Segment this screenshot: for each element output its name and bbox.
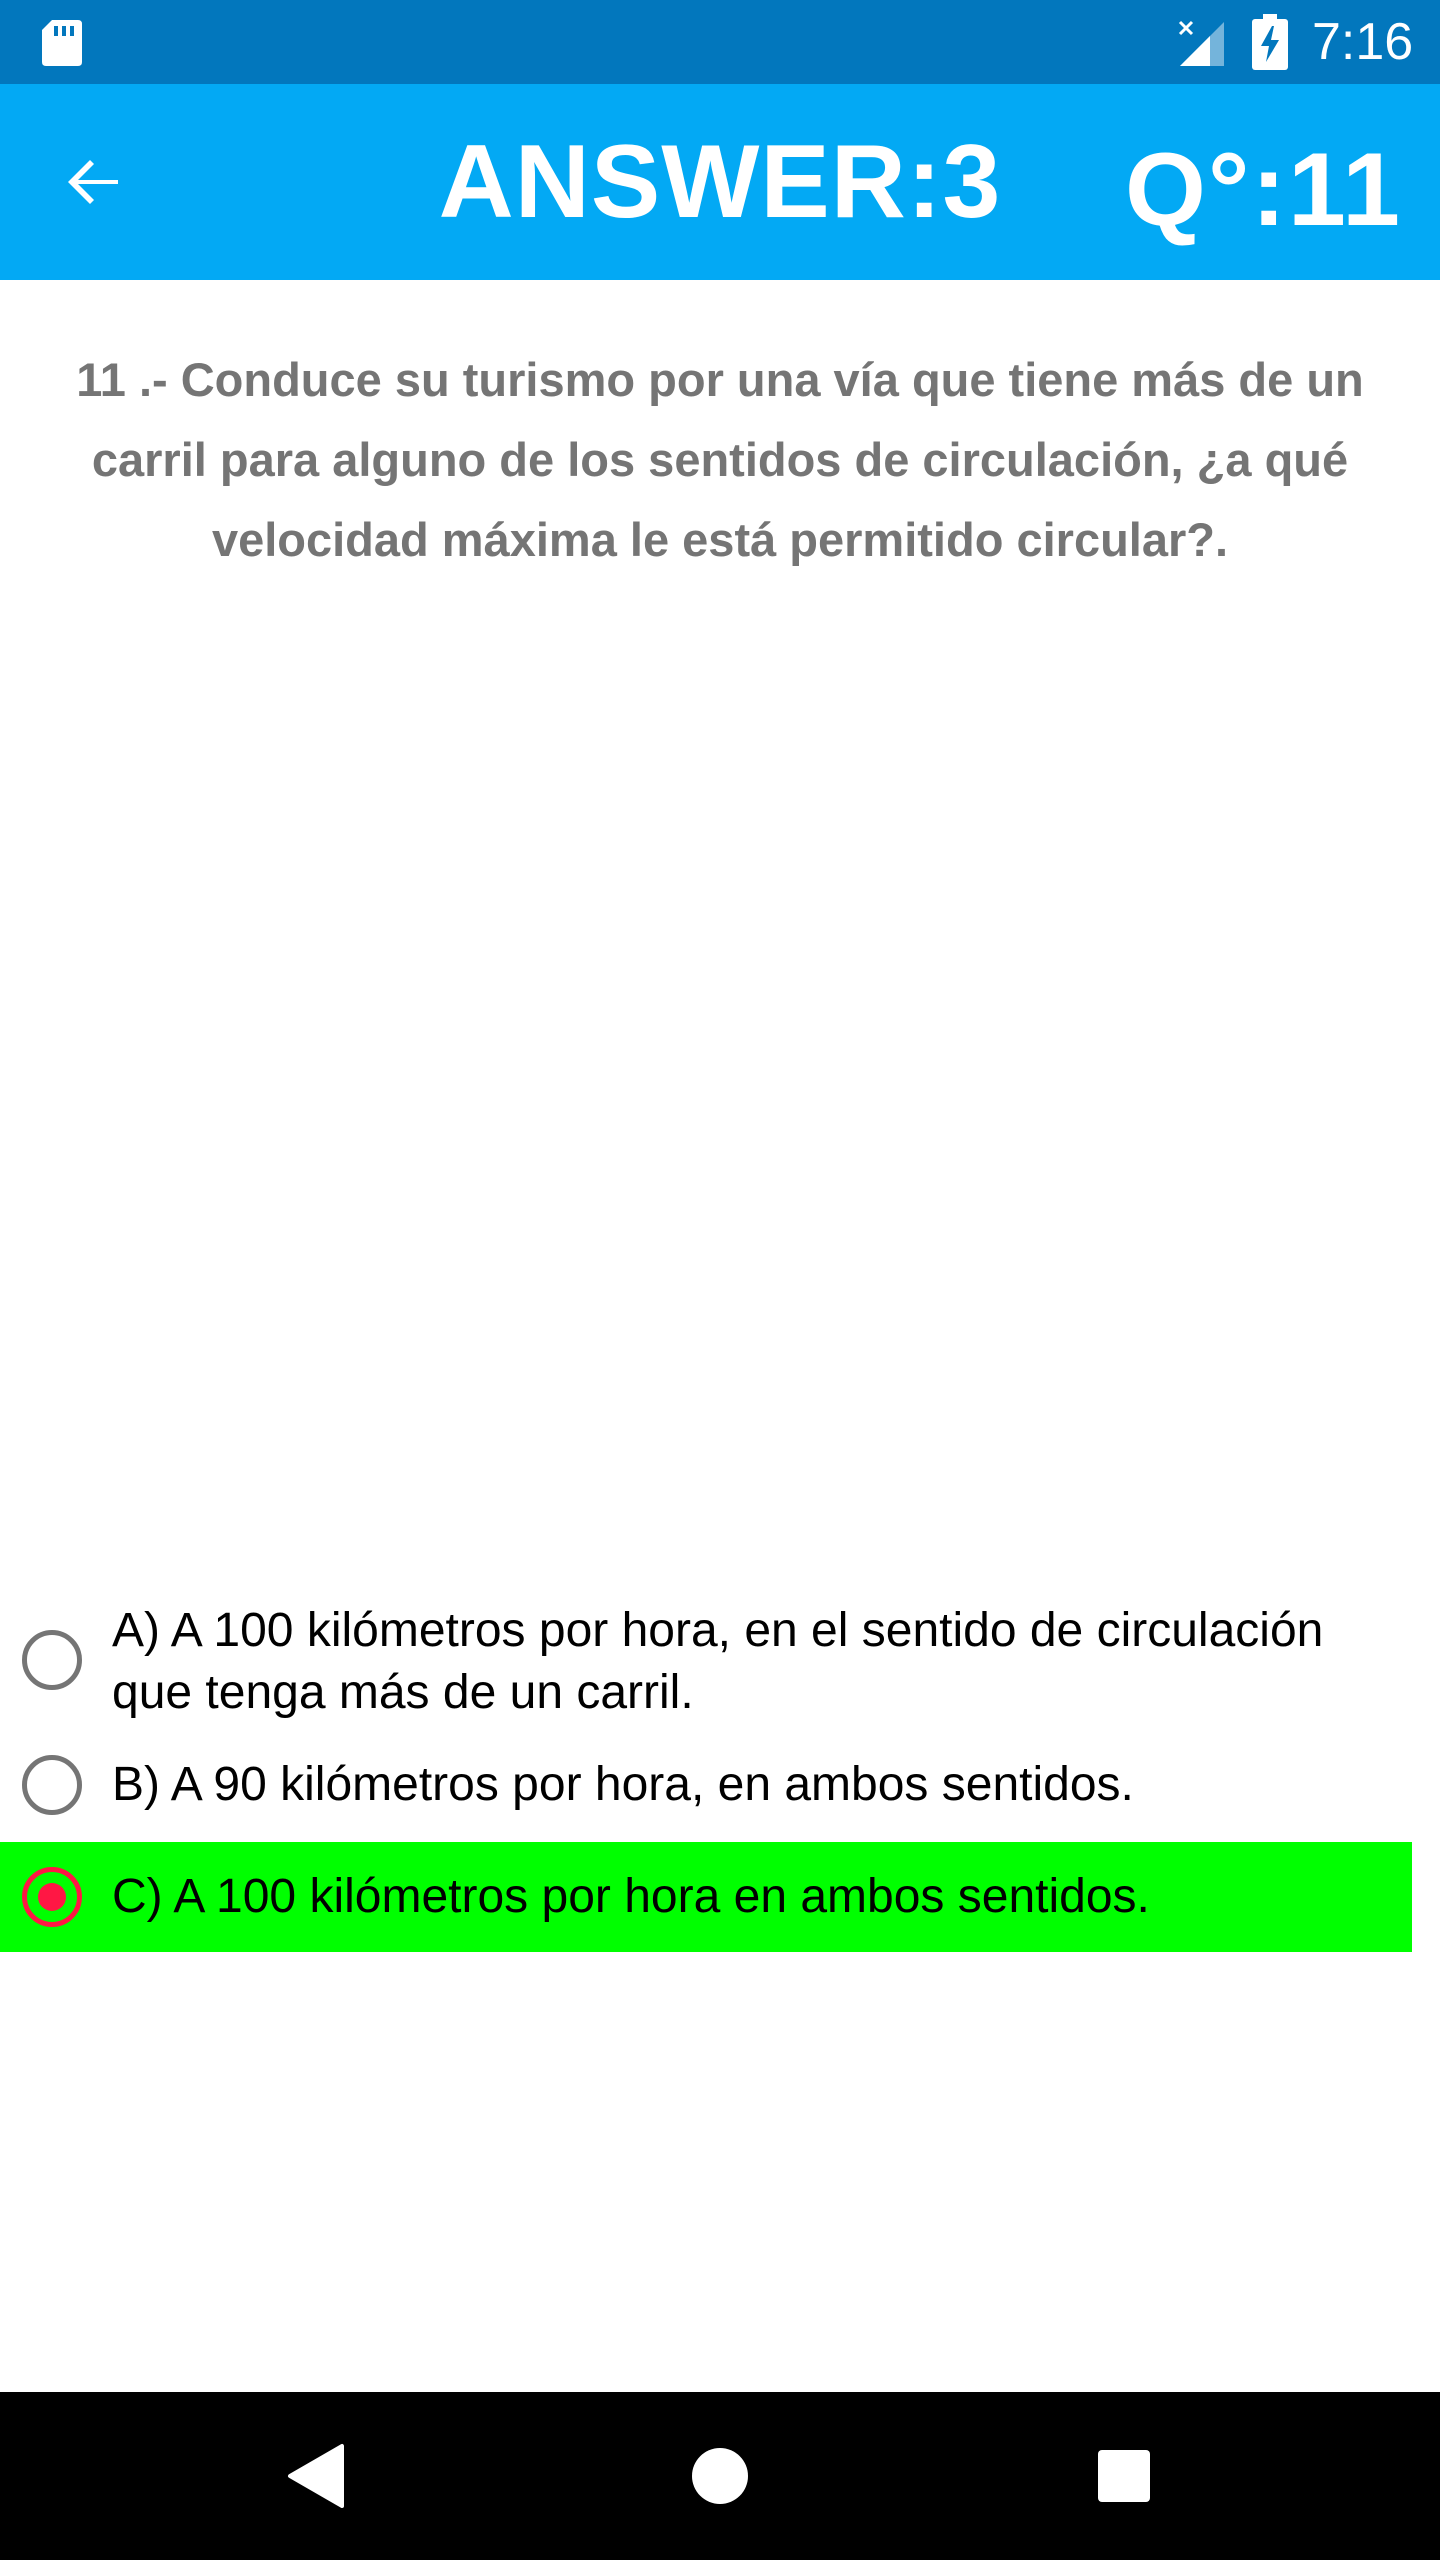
status-bar [0,0,1440,84]
option-c-correct[interactable] [0,1842,1412,1952]
arrow-back-icon[interactable] [62,150,126,214]
answer-title: ANSWER:3 [438,124,1002,240]
signal-no-data-icon [1176,18,1228,68]
status-clock: 7:16 [1312,13,1414,71]
option-c-label: C) A 100 kilómetros por hora en ambos sentidos. [112,1870,1150,1923]
sd-card-icon [40,18,84,68]
question-text: 11 .- Conduce su turismo por una vía que tiene más de un carril para alguno de los sentidos de circulación, ¿a qué velocidad máxima le está permitido circular?. [76,353,1364,566]
option-b[interactable] [0,1740,1412,1830]
nav-home-icon[interactable] [690,2446,750,2506]
battery-charging-icon [1252,14,1288,70]
option-a-label: A) A 100 kilómetros por hora, en el sentido de circulación que tenga más de un carril. [112,1604,1324,1719]
nav-back-icon[interactable] [286,2442,346,2510]
radio-button-a[interactable] [22,1630,82,1690]
option-b-label: B) A 90 kilómetros por hora, en ambos sentidos. [112,1758,1134,1811]
option-a[interactable] [0,1600,1412,1720]
nav-recents-icon[interactable] [1096,2448,1152,2504]
radio-button-c-selected[interactable] [22,1867,82,1927]
radio-button-b[interactable] [22,1755,82,1815]
radio-selected-dot [38,1883,66,1911]
app-bar [0,84,1440,280]
question-number: Q°:11 [1124,132,1402,248]
navigation-bar [0,2392,1440,2560]
